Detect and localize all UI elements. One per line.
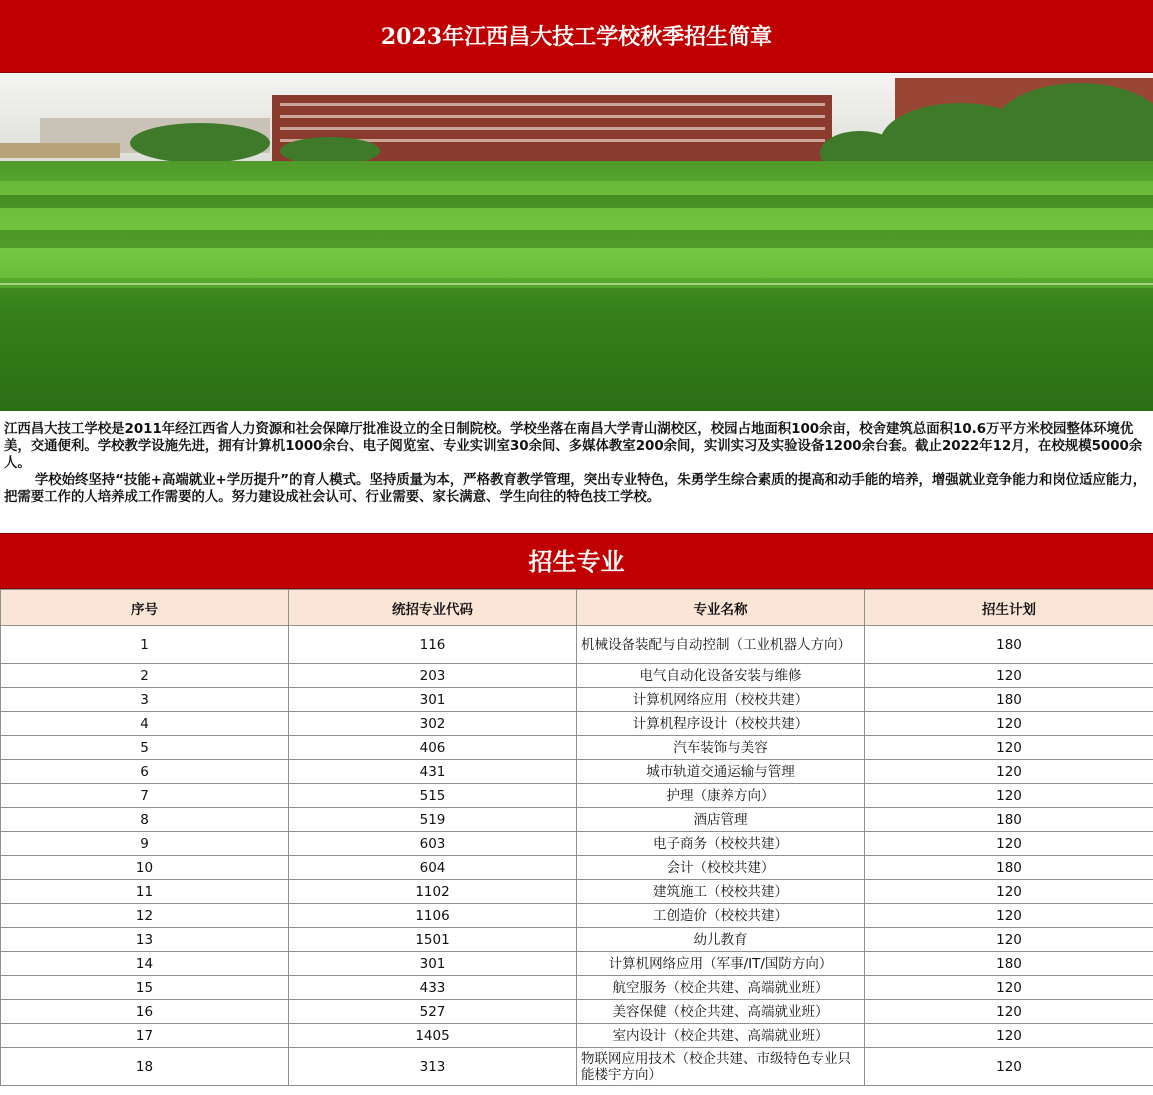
- table-row: [1, 904, 1153, 928]
- cell-index: 16: [1, 1000, 289, 1024]
- cell-index: 4: [1, 712, 289, 736]
- cell-code: 313: [289, 1048, 577, 1086]
- table-row: [1, 736, 1153, 760]
- cell-index: 3: [1, 688, 289, 712]
- cell-code: 1405: [289, 1024, 577, 1048]
- cell-major-name: 工创造价（校校共建）: [577, 904, 865, 928]
- table-row: [1, 688, 1153, 712]
- cell-code: 203: [289, 664, 577, 688]
- cell-index: 15: [1, 976, 289, 1000]
- cell-plan: 120: [865, 1024, 1153, 1048]
- majors-table: [0, 589, 1153, 1086]
- table-row: [1, 664, 1153, 688]
- cell-code: 431: [289, 760, 577, 784]
- cell-code: 1106: [289, 904, 577, 928]
- cell-major-name: 会计（校校共建）: [577, 856, 865, 880]
- table-row: [1, 1048, 1153, 1086]
- school-introduction: [0, 411, 1153, 533]
- cell-plan: 120: [865, 760, 1153, 784]
- cell-code: 1102: [289, 880, 577, 904]
- cell-plan: 180: [865, 856, 1153, 880]
- cell-code: 116: [289, 626, 577, 664]
- table-header-row: [1, 590, 1153, 626]
- cell-plan: 120: [865, 736, 1153, 760]
- page-title-banner: [0, 0, 1153, 73]
- table-row: [1, 808, 1153, 832]
- header-major-name: 专业名称: [577, 590, 865, 626]
- cell-index: 6: [1, 760, 289, 784]
- header-index: 序号: [1, 590, 289, 626]
- cell-major-name: 汽车装饰与美容: [577, 736, 865, 760]
- cell-plan: 180: [865, 952, 1153, 976]
- cell-code: 301: [289, 688, 577, 712]
- cell-plan: 120: [865, 928, 1153, 952]
- page-title: 2023年江西昌大技工学校秋季招生简章: [380, 24, 773, 50]
- cell-code: 1501: [289, 928, 577, 952]
- cell-plan: 120: [865, 976, 1153, 1000]
- cell-code: 603: [289, 832, 577, 856]
- cell-index: 13: [1, 928, 289, 952]
- cell-code: 515: [289, 784, 577, 808]
- cell-index: 7: [1, 784, 289, 808]
- cell-index: 9: [1, 832, 289, 856]
- cell-major-name: 航空服务（校企共建、高端就业班）: [577, 976, 865, 1000]
- cell-major-name: 电子商务（校校共建）: [577, 832, 865, 856]
- cell-index: 11: [1, 880, 289, 904]
- cell-plan: 180: [865, 688, 1153, 712]
- cell-plan: 120: [865, 1048, 1153, 1086]
- cell-plan: 120: [865, 832, 1153, 856]
- cell-index: 5: [1, 736, 289, 760]
- cell-major-name: 护理（康养方向）: [577, 784, 865, 808]
- cell-code: 433: [289, 976, 577, 1000]
- cell-code: 527: [289, 1000, 577, 1024]
- cell-major-name: 城市轨道交通运输与管理: [577, 760, 865, 784]
- cell-major-name: 物联网应用技术（校企共建、市级特色专业只能楼宇方向）: [577, 1048, 865, 1086]
- cell-index: 14: [1, 952, 289, 976]
- header-code: 统招专业代码: [289, 590, 577, 626]
- cell-index: 1: [1, 626, 289, 664]
- table-row: [1, 784, 1153, 808]
- intro-paragraph-1: 江西昌大技工学校是2011年经江西省人力资源和社会保障厅批准设立的全日制院校。学校坐落在南昌大学青山湖校区，校园占地面积100余亩，校舍建筑总面积10.6万平方米校园整体环境优美，交通便利。学校教学设施先进，拥有计算机1000余台、电子阅览室、专业实训室30余间、多媒体教室200余间，实训实习及实验设备1200余台套。截止2022年12月，在校规模5000余人。: [4, 422, 1143, 471]
- table-row: [1, 976, 1153, 1000]
- cell-code: 406: [289, 736, 577, 760]
- cell-index: 2: [1, 664, 289, 688]
- cell-index: 18: [1, 1048, 289, 1086]
- table-row: [1, 1024, 1153, 1048]
- table-row: [1, 952, 1153, 976]
- cell-index: 12: [1, 904, 289, 928]
- cell-plan: 120: [865, 880, 1153, 904]
- cell-major-name: 酒店管理: [577, 808, 865, 832]
- cell-major-name: 计算机网络应用（军事/IT/国防方向）: [577, 952, 865, 976]
- header-enrollment-plan: 招生计划: [865, 590, 1153, 626]
- cell-plan: 180: [865, 626, 1153, 664]
- cell-major-name: 美容保健（校企共建、高端就业班）: [577, 1000, 865, 1024]
- table-row: [1, 1000, 1153, 1024]
- cell-code: 301: [289, 952, 577, 976]
- table-row: [1, 928, 1153, 952]
- cell-major-name: 室内设计（校企共建、高端就业班）: [577, 1024, 865, 1048]
- cell-plan: 120: [865, 1000, 1153, 1024]
- cell-major-name: 幼儿教育: [577, 928, 865, 952]
- table-row: [1, 760, 1153, 784]
- cell-major-name: 计算机网络应用（校校共建）: [577, 688, 865, 712]
- table-row: [1, 880, 1153, 904]
- cell-plan: 120: [865, 664, 1153, 688]
- cell-code: 302: [289, 712, 577, 736]
- cell-plan: 120: [865, 784, 1153, 808]
- cell-index: 10: [1, 856, 289, 880]
- cell-major-name: 计算机程序设计（校校共建）: [577, 712, 865, 736]
- cell-code: 519: [289, 808, 577, 832]
- cell-major-name: 机械设备装配与自动控制（工业机器人方向）: [577, 626, 865, 664]
- cell-plan: 120: [865, 904, 1153, 928]
- cell-major-name: 建筑施工（校校共建）: [577, 880, 865, 904]
- table-row: [1, 856, 1153, 880]
- intro-paragraph-2: 学校始终坚持“技能+高端就业+学历提升”的育人模式。坚持质量为本，严格教育教学管理，突出专业特色，朱勇学生综合素质的提高和动手能的培养，增强就业竞争能力和岗位适应能力，把需要工作的人培养成工作需要的人。努力建设成社会认可、行业需要、家长满意、学生向往的特色技工学校。: [4, 473, 1147, 505]
- cell-plan: 180: [865, 808, 1153, 832]
- section-title: 招生专业: [528, 547, 625, 576]
- table-row: [1, 712, 1153, 736]
- campus-field-image: [0, 73, 1153, 411]
- cell-major-name: 电气自动化设备安装与维修: [577, 664, 865, 688]
- cell-index: 17: [1, 1024, 289, 1048]
- campus-photo: [0, 73, 1153, 411]
- section-title-banner: [0, 533, 1153, 589]
- cell-index: 8: [1, 808, 289, 832]
- table-row: [1, 832, 1153, 856]
- cell-plan: 120: [865, 712, 1153, 736]
- table-row: [1, 626, 1153, 664]
- cell-code: 604: [289, 856, 577, 880]
